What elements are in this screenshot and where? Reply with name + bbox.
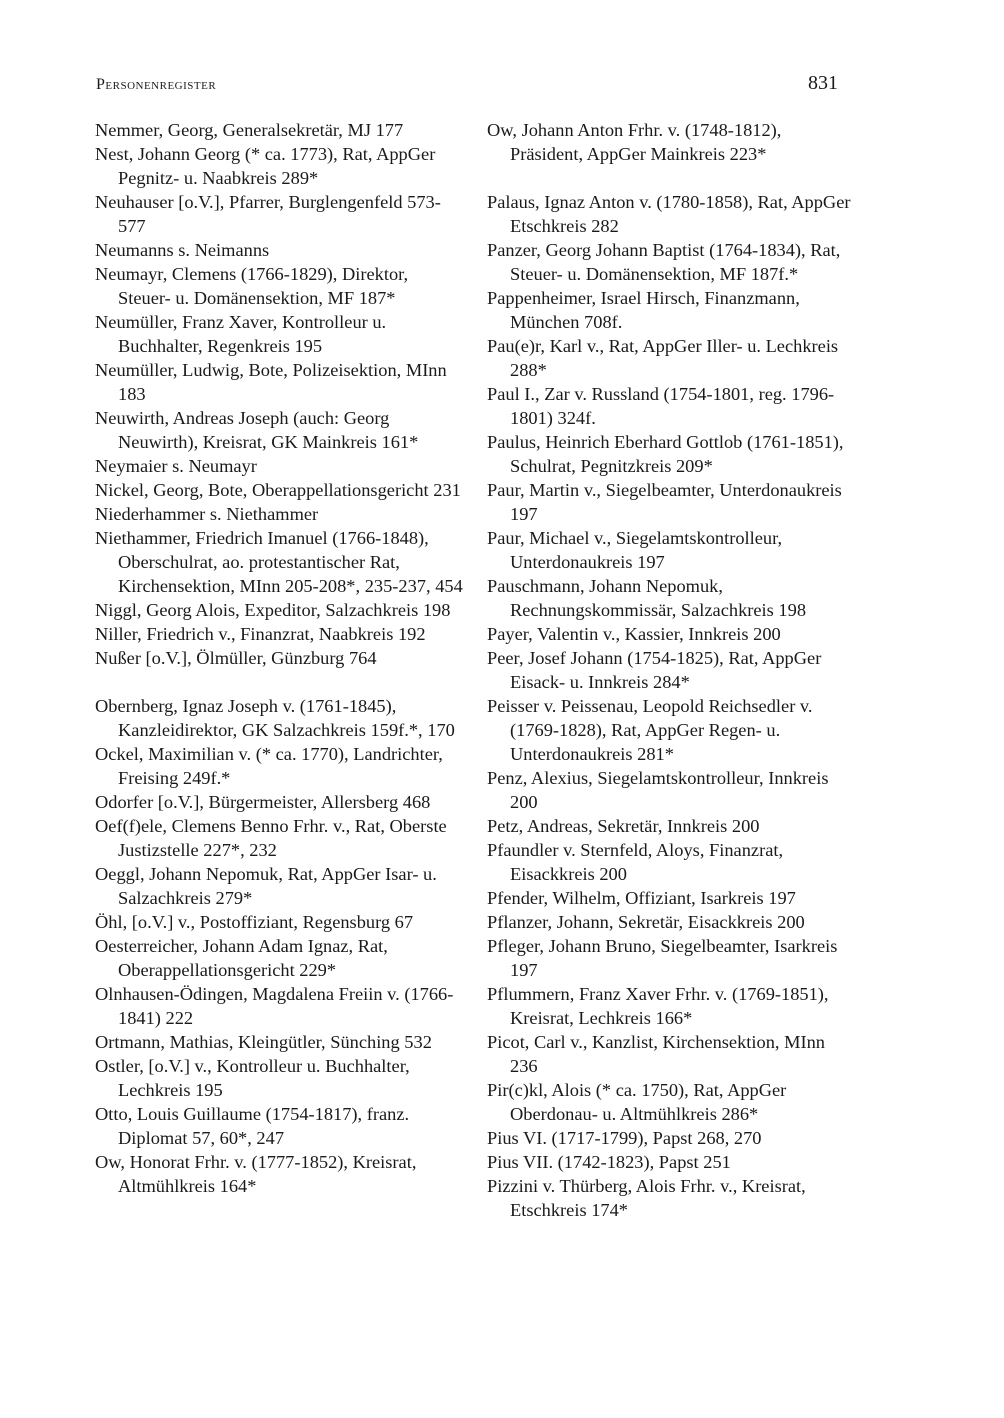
index-entry: Picot, Carl v., Kanzlist, Kirchensektion, MInn 236 xyxy=(487,1032,825,1076)
index-entry: Pfender, Wilhelm, Offiziant, Isarkreis 197 xyxy=(487,888,796,908)
index-column-right xyxy=(487,118,855,1222)
index-entry: Olnhausen-Ödingen, Magdalena Freiin v. (1766-1841) 222 xyxy=(95,984,454,1028)
index-entry: Niller, Friedrich v., Finanzrat, Naabkreis 192 xyxy=(95,624,426,644)
index-entry: Niethammer, Friedrich Imanuel (1766-1848), Oberschulrat, ao. protestantischer Rat, Kirchensektion, MInn 205-208*, 235-237, 454 xyxy=(95,528,463,596)
index-entry: Odorfer [o.V.], Bürgermeister, Allersberg 468 xyxy=(95,792,431,812)
index-entry: Neuwirth, Andreas Joseph (auch: Georg Neuwirth), Kreisrat, GK Mainkreis 161* xyxy=(95,408,419,452)
index-entry: Neumayr, Clemens (1766-1829), Direktor, Steuer- u. Domänensektion, MF 187* xyxy=(95,264,409,308)
index-entry: Pfaundler v. Sternfeld, Aloys, Finanzrat, Eisackkreis 200 xyxy=(487,840,784,884)
index-entry: Ow, Johann Anton Frhr. v. (1748-1812), Präsident, AppGer Mainkreis 223* xyxy=(487,120,782,164)
index-entry: Ow, Honorat Frhr. v. (1777-1852), Kreisrat, Altmühlkreis 164* xyxy=(95,1152,417,1196)
index-entry: Petz, Andreas, Sekretär, Innkreis 200 xyxy=(487,816,760,836)
index-entry: Ockel, Maximilian v. (* ca. 1770), Landrichter, Freising 249f.* xyxy=(95,744,443,788)
running-head: Personenregister xyxy=(96,76,217,93)
index-entry: Ortmann, Mathias, Kleingütler, Sünching 532 xyxy=(95,1032,432,1052)
index-entry: Obernberg, Ignaz Joseph v. (1761-1845), Kanzleidirektor, GK Salzachkreis 159f.*, 170 xyxy=(95,696,455,740)
index-entry: Oef(f)ele, Clemens Benno Frhr. v., Rat, Oberste Justizstelle 227*, 232 xyxy=(95,816,447,860)
index-entry: Nickel, Georg, Bote, Oberappellationsgericht 231 xyxy=(95,480,461,500)
index-entry: Nemmer, Georg, Generalsekretär, MJ 177 xyxy=(95,120,404,140)
index-entry: Neumüller, Franz Xaver, Kontrolleur u. Buchhalter, Regenkreis 195 xyxy=(95,312,387,356)
index-entry: Panzer, Georg Johann Baptist (1764-1834), Rat, Steuer- u. Domänensektion, MF 187f.* xyxy=(487,240,841,284)
index-entry: Peer, Josef Johann (1754-1825), Rat, AppGer Eisack- u. Innkreis 284* xyxy=(487,648,822,692)
index-entry: Niggl, Georg Alois, Expeditor, Salzachkreis 198 xyxy=(95,600,451,620)
index-entry: Neymaier s. Neumayr xyxy=(95,456,257,476)
section-gap xyxy=(95,670,463,694)
index-entry: Oesterreicher, Johann Adam Ignaz, Rat, Oberappellationsgericht 229* xyxy=(95,936,388,980)
section-gap xyxy=(487,166,855,190)
index-entry: Pius VII. (1742-1823), Papst 251 xyxy=(487,1152,731,1172)
index-entry: Otto, Louis Guillaume (1754-1817), franz. Diplomat 57, 60*, 247 xyxy=(95,1104,410,1148)
index-entry: Pfleger, Johann Bruno, Siegelbeamter, Isarkreis 197 xyxy=(487,936,838,980)
index-entry: Pflanzer, Johann, Sekretär, Eisackkreis 200 xyxy=(487,912,805,932)
index-entry: Niederhammer s. Niethammer xyxy=(95,504,319,524)
index-entry: Pizzini v. Thürberg, Alois Frhr. v., Kreisrat, Etschkreis 174* xyxy=(487,1176,806,1220)
index-entry: Pflummern, Franz Xaver Frhr. v. (1769-1851), Kreisrat, Lechkreis 166* xyxy=(487,984,829,1028)
index-entry: Penz, Alexius, Siegelamtskontrolleur, Innkreis 200 xyxy=(487,768,829,812)
index-entry: Paulus, Heinrich Eberhard Gottlob (1761-1851), Schulrat, Pegnitzkreis 209* xyxy=(487,432,844,476)
index-entry: Neuhauser [o.V.], Pfarrer, Burglengenfeld 573-577 xyxy=(95,192,441,236)
index-entry: Pappenheimer, Israel Hirsch, Finanzmann, München 708f. xyxy=(487,288,800,332)
index-entry: Peisser v. Peissenau, Leopold Reichsedler v. (1769-1828), Rat, AppGer Regen- u. Unterdonaukreis 281* xyxy=(487,696,813,764)
index-entry: Pir(c)kl, Alois (* ca. 1750), Rat, AppGer Oberdonau- u. Altmühlkreis 286* xyxy=(487,1080,787,1124)
index-entry: Paur, Michael v., Siegelamtskontrolleur, Unterdonaukreis 197 xyxy=(487,528,783,572)
index-entry: Nest, Johann Georg (* ca. 1773), Rat, AppGer Pegnitz- u. Naabkreis 289* xyxy=(95,144,436,188)
index-column-left xyxy=(95,118,463,1198)
index-entry: Neumüller, Ludwig, Bote, Polizeisektion, MInn 183 xyxy=(95,360,447,404)
index-entry: Paul I., Zar v. Russland (1754-1801, reg. 1796-1801) 324f. xyxy=(487,384,835,428)
index-entry: Paur, Martin v., Siegelbeamter, Unterdonaukreis 197 xyxy=(487,480,842,524)
index-entry: Neumanns s. Neimanns xyxy=(95,240,270,260)
page-number: 831 xyxy=(808,72,838,94)
index-entry: Pauschmann, Johann Nepomuk, Rechnungskommissär, Salzachkreis 198 xyxy=(487,576,807,620)
index-entry: Payer, Valentin v., Kassier, Innkreis 200 xyxy=(487,624,781,644)
index-entry: Pius VI. (1717-1799), Papst 268, 270 xyxy=(487,1128,762,1148)
index-entry: Öhl, [o.V.] v., Postoffiziant, Regensburg 67 xyxy=(95,912,414,932)
index-entry: Ostler, [o.V.] v., Kontrolleur u. Buchhalter, Lechkreis 195 xyxy=(95,1056,410,1100)
index-entry: Pau(e)r, Karl v., Rat, AppGer Iller- u. Lechkreis 288* xyxy=(487,336,839,380)
index-entry: Palaus, Ignaz Anton v. (1780-1858), Rat, AppGer Etschkreis 282 xyxy=(487,192,851,236)
index-entry: Oeggl, Johann Nepomuk, Rat, AppGer Isar- u. Salzachkreis 279* xyxy=(95,864,437,908)
index-entry: Nußer [o.V.], Ölmüller, Günzburg 764 xyxy=(95,648,377,668)
